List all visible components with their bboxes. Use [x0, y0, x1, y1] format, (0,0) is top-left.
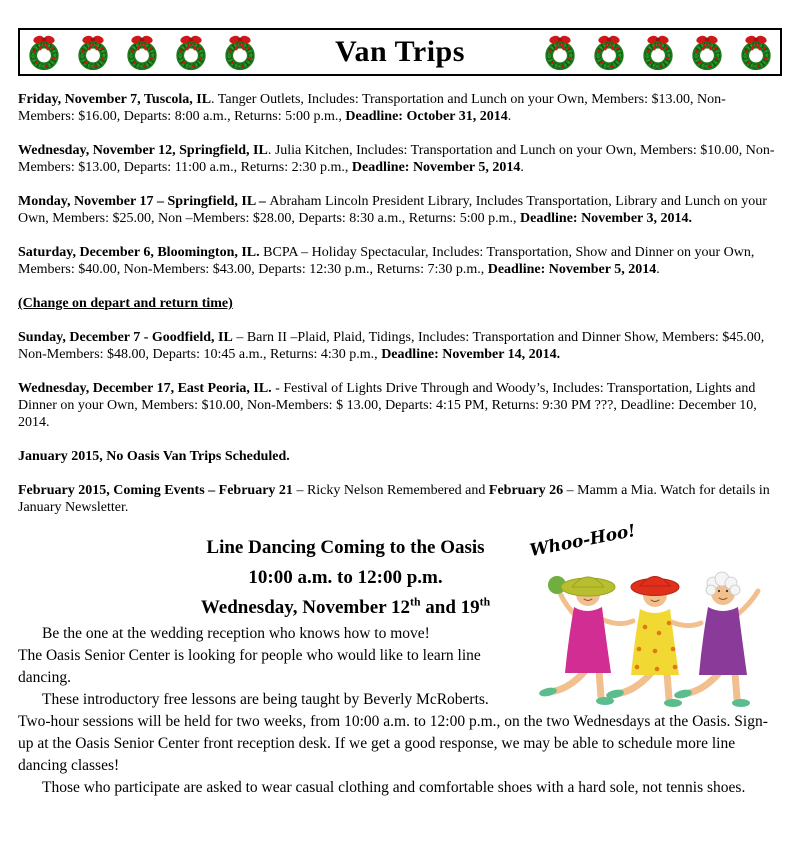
van-trips-banner: [18, 28, 782, 76]
christmas-wreath-icon: [541, 33, 579, 71]
christmas-wreath-icon: [688, 33, 726, 71]
change-time-note: (Change on depart and return time): [18, 296, 233, 311]
christmas-wreath-icon: [74, 33, 112, 71]
page-title: Van Trips: [335, 35, 465, 68]
line-dancing-section: [18, 520, 782, 799]
body-paragraph-lessons: These introductory free lessons are being taught by Beverly McRoberts. Two-hour sessions will be held for two weeks, from 10:00 a.m. to 12:00 p.m., on the two Wednesdays at the Oasis. Sign-up at the Oasis Senior Center front reception desk. If we get a good response, we may be able to schedule more line dancing classes!: [18, 691, 768, 774]
body-paragraph-shoes: Those who participate are asked to wear casual clothing and comfortable shoes with a hard sole, not tennis shoes.: [42, 779, 746, 796]
christmas-wreath-icon: [25, 33, 63, 71]
christmas-wreath-icon: [123, 33, 161, 71]
dancer-right: [673, 572, 758, 707]
line-dancing-title: Line Dancing Coming to the Oasis: [206, 537, 485, 558]
body-paragraph-move: Be the one at the wedding reception who knows how to move!: [42, 625, 430, 642]
line-dancing-dates: Wednesday, November 12th and 19th: [200, 595, 491, 618]
trips-list: [18, 91, 782, 516]
trip-bloomington: Saturday, December 6, Bloomington, IL. BCPA – Holiday Spectacular, Includes: Transportation, Show and Dinner on your Own, Members: $40.00, Non-Members: $43.00, Departs: 12:30 p.m., Returns: 7:30 p.m., Deadline: November 5, 2014.: [18, 245, 755, 277]
trip-january-note: January 2015, No Oasis Van Trips Scheduled.: [18, 449, 290, 464]
christmas-wreath-icon: [639, 33, 677, 71]
wreath-row-right: [541, 33, 775, 71]
wreath-row-left: [25, 33, 259, 71]
trip-springfield-nov17: Monday, November 17 – Springfield, IL – Abraham Lincoln President Library, Includes Transportation, Library and Lunch on your Own, Members: $25.00, Non –Members: $28.00, Departs: 8:30 a.m., Returns: 5:00 p.m., Deadline: November 3, 2014.: [18, 194, 767, 226]
dancer-middle: [605, 577, 701, 708]
christmas-wreath-icon: [737, 33, 775, 71]
trip-goodfield: Sunday, December 7 - Goodfield, IL – Barn II –Plaid, Plaid, Tidings, Includes: Transportation and Dinner Show, Members: $45.00, Non-Members: $48.00, Departs: 10:45 a.m., Returns: 4:30 p.m., Deadline: November 14, 2014.: [18, 330, 765, 362]
christmas-wreath-icon: [221, 33, 259, 71]
trip-february-events: February 2015, Coming Events – February 21 – Ricky Nelson Remembered and February 26 – Mamm a Mia. Watch for details in January Newsletter.: [18, 483, 770, 515]
dancers-figure: [527, 520, 782, 709]
dancer-left: [538, 576, 633, 705]
trip-tuscola: Friday, November 7, Tuscola, IL. Tanger Outlets, Includes: Transportation and Lunch on your Own, Members: $13.00, Non-Members: $16.00, Departs: 8:00 a.m., Returns: 5:00 p.m., Deadline: October 31, 2014.: [18, 92, 726, 124]
whoo-hoo-caption: Whoo-Hoo!: [528, 520, 638, 562]
body-paragraph-looking: The Oasis Senior Center is looking for people who would like to learn line dancing.: [18, 647, 481, 686]
line-dancing-time: 10:00 a.m. to 12:00 p.m.: [248, 567, 443, 588]
trip-east-peoria: Wednesday, December 17, East Peoria, IL. - Festival of Lights Drive Through and Woody’s, Includes: Transportation, Lights and Dinner on your Own, Members: $10.00, Non-Members: $ 13.00, Departs: 4:15 PM, Returns: 9:30 PM ???, Deadline: December 10, 2014.: [18, 381, 757, 430]
line-dancers-illustration: [527, 539, 777, 709]
trip-springfield-nov12: Wednesday, November 12, Springfield, IL. Julia Kitchen, Includes: Transportation and Lunch on your Own, Members: $10.00, Non-Members: $13.00, Departs: 11:00 a.m., Returns: 2:30 p.m., Deadline: November 5, 2014.: [18, 143, 775, 175]
christmas-wreath-icon: [590, 33, 628, 71]
christmas-wreath-icon: [172, 33, 210, 71]
